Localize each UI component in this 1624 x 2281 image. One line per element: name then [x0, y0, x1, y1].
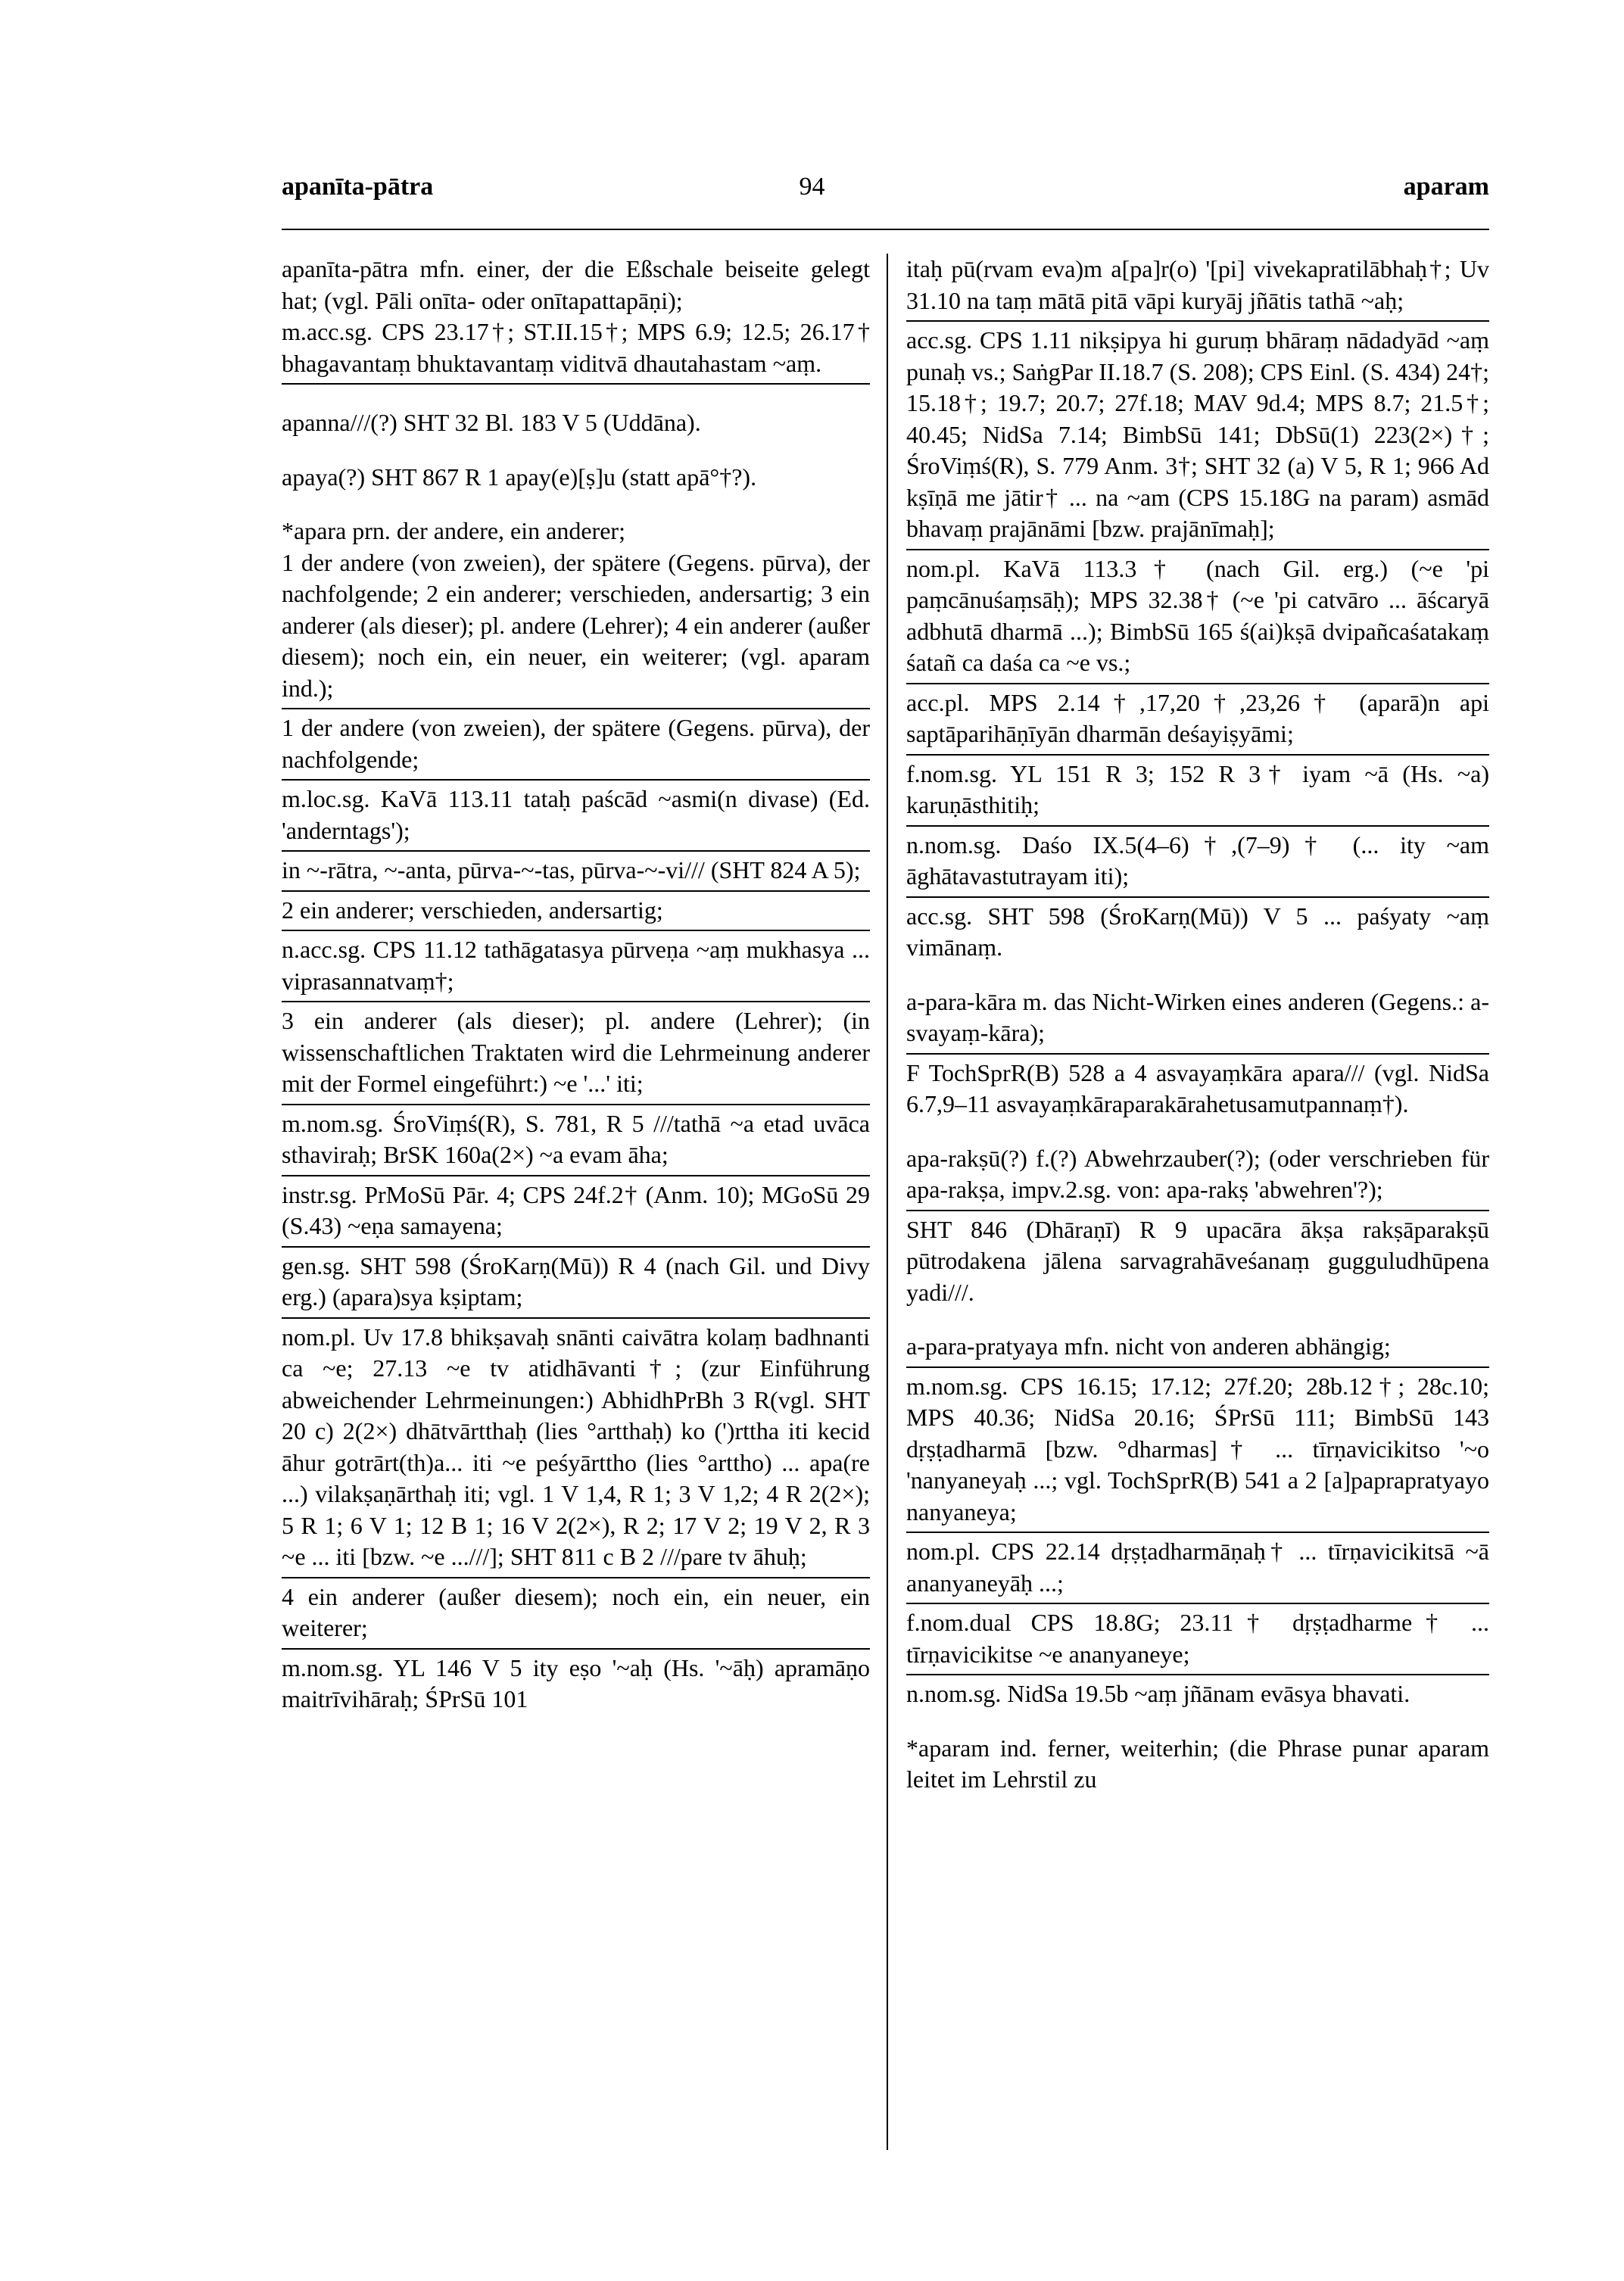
entry-paragraph: SHT 846 (Dhāraṇī) R 9 upacāra ākṣa rakṣāparakṣū pūtrodakena jālena sarvagrahāveśanaṃ gugguludhūpena yadi///. [906, 1215, 1489, 1306]
entry-paragraph: m.loc.sg. KaVā 113.11 tataḥ paścād ~asmi(n divase) (Ed. 'anderntags'); [282, 785, 870, 844]
entry-paragraph: 4 ein anderer (außer diesem); noch ein, ein neuer, ein weiterer; [282, 1582, 870, 1641]
entry-paragraph: m.nom.sg. ŚroViṃś(R), S. 781, R 5 ///tathā ~a etad uvāca sthaviraḥ; BrSK 160a(2×) ~a evam āha; [282, 1109, 870, 1168]
right-running-headword: aparam [1403, 173, 1489, 201]
entry-paragraph: 1 der andere (von zweien), der spätere (Gegens. pūrva), der nachfolgende; [282, 714, 870, 773]
entry-separator-rule [282, 383, 870, 385]
entry-paragraph: f.nom.sg. YL 151 R 3; 152 R 3† iyam ~ā (Hs. ~a) karuṇāsthitiḥ; [906, 759, 1489, 818]
entry-separator-rule [906, 1603, 1489, 1604]
entry-paragraph: m.nom.sg. CPS 16.15; 17.12; 27f.20; 28b.12†; 28c.10; MPS 40.36; NidSa 20.16; ŚPrSū 111; BimbSū 143 dṛṣṭadharmā [bzw. °dharmas]† ... tīrṇavicikitso '~o 'nanyaneyaḥ ...; vgl. TochSprR(B) 541 a 2 [a]paprapratyayo nanyaneya; [906, 1372, 1489, 1525]
entry-separator-rule [906, 1366, 1489, 1368]
page-header [0, 173, 1624, 218]
entry-paragraph: nom.pl. KaVā 113.3† (nach Gil. erg.) (~e 'pi paṃcānuśaṃsāḥ); MPS 32.38† (~e 'pi catvāro ... āścaryā adbhutā dharmā ...); BimbSū 165 ś(ai)kṣā dvipañcaśatakaṃ śatañ ca daśa ca ~e vs.; [906, 554, 1489, 676]
entry-paragraph: 1 der andere (von zweien), der spätere (Gegens. pūrva), der nachfolgende; 2 ein anderer; verschieden, andersartig; 3 ein anderer (als dieser); pl. andere (Lehrer); 4 ein anderer (außer diesem); noch ein, ein neuer, ein weiterer; (vgl. aparam ind.); [282, 548, 870, 702]
entry-paragraph: n.nom.sg. Daśo IX.5(4–6)†,(7–9)† (... ity ~am āghātavastutrayam iti); [906, 830, 1489, 890]
entry-paragraph: 2 ein anderer; verschieden, andersartig; [282, 896, 663, 924]
entry-paragraph: apanīta-pātra mfn. einer, der die Eßschale beiseite gelegt hat; (vgl. Pāli onīta- oder onītapattapāṇi); [282, 255, 870, 314]
entry-paragraph: n.nom.sg. NidSa 19.5b ~aṃ jñānam evāsya bhavati. [906, 1680, 1410, 1707]
entry-separator-rule [282, 1577, 870, 1578]
column-divider [887, 254, 888, 2150]
entry-paragraph: *apara prn. der andere, ein anderer; [282, 517, 625, 544]
entry-separator-rule [282, 1317, 870, 1319]
entry-separator-rule [906, 549, 1489, 550]
entry-paragraph: itaḥ pū(rvam eva)m a[pa]r(o) '[pi] vivekapratilābhaḥ†; Uv 31.10 na taṃ mātā pitā vāpi kuryāj jñātis tathā ~aḥ; [906, 255, 1489, 314]
entry-paragraph: *aparam ind. ferner, weiterhin; (die Phrase punar aparam leitet im Lehrstil zu [906, 1734, 1489, 1793]
entry-paragraph: m.acc.sg. CPS 23.17†; ST.II.15†; MPS 6.9; 12.5; 26.17† bhagavantaṃ bhuktavantaṃ viditvā dhautahastam ~aṃ. [282, 318, 870, 377]
entry-separator-rule [906, 1674, 1489, 1675]
entry-separator-rule [282, 779, 870, 781]
entry-separator-rule [282, 1246, 870, 1248]
entry-paragraph: acc.sg. SHT 598 (ŚroKarṇ(Mū)) V 5 ... paśyaty ~aṃ vimānaṃ. [906, 902, 1489, 961]
entry-separator-rule [906, 1053, 1489, 1055]
right-column [906, 254, 1489, 1796]
entry-paragraph: nom.pl. Uv 17.8 bhikṣavaḥ snānti caivātra kolaṃ badhnanti ca ~e; 27.13 ~e tv atidhāvanti†; (zur Einführung abweichender Lehrmeinungen:) AbhidhPrBh 3 R(vgl. SHT 20 c) 2(2×) dhātvārtthaḥ (lies °artthaḥ) ko (')rttha iti kecid āhur gotrārt(th)a... iti ~e peśyārttho (lies °arttho) ... apa(re ...) vilakṣaṇārthaḥ iti; vgl. 1 V 1,4, R 1; 3 V 1,2; 4 R 2(2×); 5 R 1; 6 V 1; 12 B 1; 16 V 2(2×), R 2; 17 V 2; 19 V 2, R 3 ~e ... iti [bzw. ~e ...///]; SHT 811 c B 2 ///pare tv āhuḥ; [282, 1323, 870, 1570]
entry-paragraph: F TochSprR(B) 528 a 4 asvayaṃkāra apara/// (vgl. NidSa 6.7,9–11 asvayaṃkāraparakārahetusamutpannaṃ†). [906, 1058, 1489, 1117]
entry-separator-rule [282, 890, 870, 892]
entry-separator-rule [282, 1648, 870, 1650]
entry-separator-rule [282, 930, 870, 931]
entry-paragraph: instr.sg. PrMoSū Pār. 4; CPS 24f.2† (Anm. 10); MGoSū 29 (S.43) ~eṇa samayena; [282, 1180, 870, 1239]
entry-paragraph: a-para-kāra m. das Nicht-Wirken eines anderen (Gegens.: a-svayaṃ-kāra); [906, 987, 1489, 1046]
entry-separator-rule [906, 683, 1489, 684]
entry-separator-rule [906, 754, 1489, 756]
entry-paragraph: m.nom.sg. YL 146 V 5 ity eṣo '~aḥ (Hs. '~āḥ) apramāṇo maitrīvihāraḥ; ŚPrSū 101 [282, 1653, 870, 1712]
entry-separator-rule [906, 896, 1489, 898]
entry-paragraph: gen.sg. SHT 598 (ŚroKarṇ(Mū)) R 4 (nach Gil. und Divy erg.) (apara)sya kṣiptam; [282, 1251, 870, 1310]
entry-paragraph: apanna///(?) SHT 32 Bl. 183 V 5 (Uddāna). [282, 409, 701, 436]
entry-paragraph: n.acc.sg. CPS 11.12 tathāgatasya pūrveṇa ~aṃ mukhasya ... viprasannatvaṃ†; [282, 936, 870, 995]
entry-paragraph: f.nom.dual CPS 18.8G; 23.11† dṛṣṭadharme† ... tīrṇavicikitse ~e ananyaneye; [906, 1609, 1489, 1668]
left-running-headword: apanīta-pātra [282, 173, 434, 201]
entry-paragraph: acc.pl. MPS 2.14†,17,20†,23,26† (aparā)n api saptāparihāṇīyān dharmān deśayiṣyāmi; [906, 688, 1489, 747]
entry-separator-rule [282, 1104, 870, 1105]
header-rule [282, 229, 1489, 230]
entry-separator-rule [906, 825, 1489, 827]
entry-paragraph: 3 ein anderer (als dieser); pl. andere (Lehrer); (in wissenschaftlichen Traktaten wird die Lehrmeinung anderer mit der Formel eingeführt:) ~e '...' iti; [282, 1007, 870, 1097]
entry-separator-rule [282, 708, 870, 709]
entry-separator-rule [282, 850, 870, 852]
entry-separator-rule [906, 1210, 1489, 1211]
entry-paragraph: apaya(?) SHT 867 R 1 apay(e)[ṣ]u (statt apā°†?). [282, 463, 757, 491]
entry-separator-rule [282, 1175, 870, 1176]
entry-paragraph: nom.pl. CPS 22.14 dṛṣṭadharmāṇaḥ† ... tīrṇavicikitsā ~ā ananyaneyāḥ ...; [906, 1538, 1489, 1597]
entry-paragraph: a-para-pratyaya mfn. nicht von anderen abhängig; [906, 1332, 1391, 1360]
entry-separator-rule [906, 1532, 1489, 1533]
entry-separator-rule [282, 1001, 870, 1002]
entry-paragraph: apa-rakṣū(?) f.(?) Abwehrzauber(?); (oder verschrieben für apa-rakṣa, impv.2.sg. von: apa-rakṣ 'abwehren'?); [906, 1144, 1489, 1203]
left-column [282, 254, 870, 1715]
entry-paragraph: in ~-rātra, ~-anta, pūrva-~-tas, pūrva-~-vi/// (SHT 824 A 5); [282, 856, 861, 883]
page-number: 94 [799, 173, 825, 201]
entry-separator-rule [906, 320, 1489, 322]
entry-paragraph: acc.sg. CPS 1.11 nikṣipya hi guruṃ bhāraṃ nādadyād ~aṃ punaḥ vs.; SaṅgPar II.18.7 (S. 208); CPS Einl. (S. 434) 24†; 15.18†; 19.7; 20.7; 27f.18; MAV 9d.4; MPS 8.7; 21.5†; 40.45; NidSa 7.14; BimbSū 141; DbSū(1) 223(2×)†; ŚroViṃś(R), S. 779 Anm. 3†; SHT 32 (a) V 5, R 1; 966 Ad kṣīṇā me jātir† ... na ~am (CPS 15.18G na param) asmād bhavaṃ prajānāmi [bzw. prajānīmaḥ]; [906, 326, 1489, 542]
